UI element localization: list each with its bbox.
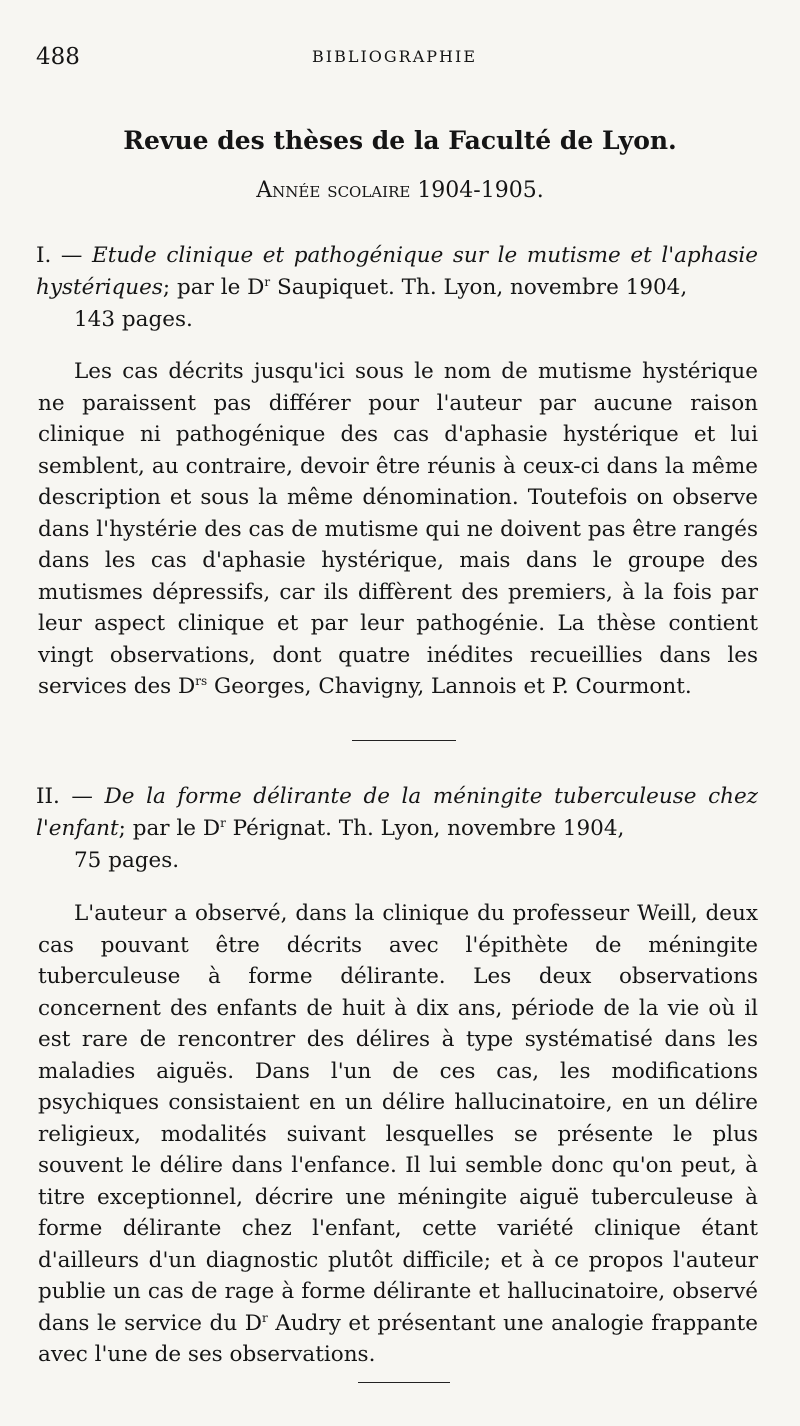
entry-1-author-sup: r <box>264 275 271 289</box>
school-year-label: Année scolaire <box>256 178 411 203</box>
entry-1-numeral: I. — <box>36 243 83 268</box>
entry-2-body-end: Audry et présentant une analogie frappante avec l'une de ses observations. <box>38 1310 758 1367</box>
entry-2-body <box>38 898 758 1371</box>
entry-1-body <box>38 356 758 703</box>
entry-2-body-text: L'auteur a observé, dans la clinique du professeur Weill, deux cas pouvant être décrits avec l'épithète de méningite tuberculeuse à forme délirante. Les deux observations concernent des enfants de huit à dix ans, période de la vie où il est rare de rencontrer des délires à type systématisé dans les maladies aiguës. Dans l'un de ces cas, les modifications psychiques consistaient en un délire hallucinatoire, en un délire religieux, modalités suivant lesquelles se présente le plus souvent le délire dans l'enfance. Il lui semble donc qu'on peut, à titre exceptionnel, décrire une méningite aiguë tuberculeuse à forme délirante chez l'enfant, cette variété clinique étant d'ailleurs d'un diagnostic plutôt difficile; et à ce propos l'auteur publie un cas de rage à forme délirante et hallucinatoire, observé dans le service du D <box>38 901 758 1336</box>
entry-1-title: Etude clinique et pathogénique sur le mutisme et l'aphasie hystériques <box>36 243 758 300</box>
entry-2-heading <box>36 781 758 877</box>
entry-1-pages: 143 pages. <box>74 307 193 332</box>
entry-1-body-text: Les cas décrits jusqu'ici sous le nom de mutisme hystérique ne paraissent pas différer pour l'auteur par aucune raison clinique ni pathogénique des cas d'aphasie hystérique et lui semblent, au contraire, devoir être réunis à ceux-ci dans la même description et sous la même dénomination. Toutefois on observe dans l'hystérie des cas de mutisme qui ne doivent pas être rangés dans les cas d'aphasie hystérique, mais dans le groupe des mutismes dépressifs, car ils diffèrent des premiers, à la fois par leur aspect clinique et par leur pathogénie. La thèse contient vingt observations, dont quatre inédites recueillies dans les services des D <box>38 359 758 699</box>
entry-2-numeral: II. — <box>36 784 93 809</box>
entry-1-author-prefix: ; par le D <box>162 275 265 300</box>
entry-1-heading <box>36 240 758 336</box>
entry-2-body-sup: r <box>261 1310 268 1325</box>
separator-rule-2 <box>358 1382 450 1383</box>
entry-2-author-sup: r <box>220 816 226 830</box>
entry-1-citation: Saupiquet. Th. Lyon, novembre 1904, <box>270 275 688 300</box>
running-head: BIBLIOGRAPHIE <box>312 47 477 66</box>
entry-2-pages: 75 pages. <box>74 848 180 873</box>
entry-2-author-prefix: ; par le D <box>118 816 221 841</box>
entry-2-citation: Pérignat. Th. Lyon, novembre 1904, <box>225 816 625 841</box>
school-year-subtitle <box>0 178 800 203</box>
school-year-range: 1904-1905. <box>417 178 544 203</box>
page-number: 488 <box>36 44 80 70</box>
entry-1-body-sup: rs <box>195 674 208 688</box>
entry-1-body-end: Georges, Chavigny, Lannois et P. Courmont. <box>207 674 692 699</box>
entry-2-title: De la forme délirante de la méningite tuberculeuse chez l'enfant <box>36 784 759 841</box>
separator-rule-1 <box>352 740 456 741</box>
section-title: Revue des thèses de la Faculté de Lyon. <box>123 126 677 155</box>
